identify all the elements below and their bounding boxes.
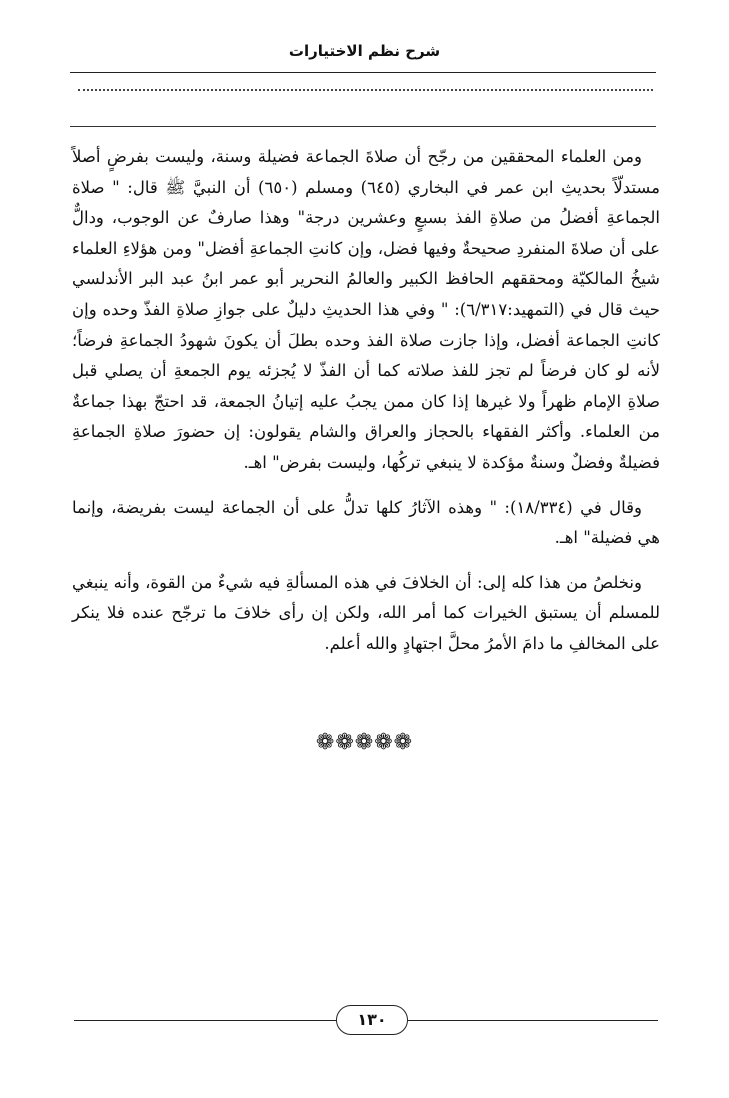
paragraph-3: ونخلصُ من هذا كله إلى: أن الخلافَ في هذه المسألةِ فيه شيءٌ من القوة، وأنه ينبغي للمسلم أن يستبق الخيرات كما أمر الله، ولكن إن رأى خلافَ ما ترجّح عنده فلا ينكر على المخالفِ ما دامَ الأمرُ محلَّ اجتهادٍ والله أعلم. bbox=[72, 572, 660, 653]
running-title: شرح نظم الاختيارات bbox=[288, 42, 441, 60]
dotted-separator bbox=[78, 89, 653, 91]
header-rule bbox=[70, 72, 656, 73]
paragraph-2: وقال في (١٨/٣٣٤): " وهذه الآثارُ كلها تدلُّ على أن الجماعة ليست بفريضة، وإنما هي فضيلة" اهـ. bbox=[72, 497, 660, 548]
body-text bbox=[72, 142, 660, 660]
section-end-ornament-icon: ❁❁❁❁❁ bbox=[315, 730, 414, 755]
header-rule-lower bbox=[70, 126, 656, 127]
footer-rule-right bbox=[408, 1020, 658, 1021]
paragraph-1: ومن العلماء المحققين من رجّح أن صلاةَ الجماعة فضيلة وسنة، وليست بفرضٍ أصلاً مستدلّاً بحديثِ ابن عمر في البخاري (٦٤٥) ومسلم (٦٥٠) أن النبيَّ ﷺ قال: " صلاة الجماعةِ أفضلُ من صلاةِ الفذ بسبعٍ وعشرين درجة" وهذا صارفٌ عن الوجوب، ودالٌّ على أن صلاةَ المنفردِ صحيحةٌ وفيها فضل، وإن كانتِ الجماعةِ أفضل" ومن هؤلاءِ العلماء شيخُ المالكيّة ومحققهم الحافظ الكبير والعالمُ النحرير أبو عمر ابنُ عبد البر الأندلسي حيث قال في (التمهيد:٦/٣١٧): " وفي هذا الحديثِ دليلٌ على جوازِ صلاةِ الفذّ وحده وإن كانتِ الجماعة أفضل، وإذا جازت صلاة الفذ وحده بطلَ أن يكونَ شهودُ الجماعةِ فرضاً؛ لأنه لو كان فرضاً لم تجز للفذ صلاته كما أن الفذّ لا يُجزئه يوم الجمعةِ أن يصلي قبل صلاةِ الإمام ظهراً ولا غيرها إذا كان ممن يجبُ عليه إتيانُ الجمعة، قد احتجّ بهذا جماعةٌ من العلماء. وأكثر الفقهاء بالحجاز والعراق والشام يقولون: إن حضورَ صلاةِ الجماعةِ فضيلةٌ وفضلٌ وسنةٌ مؤكدة لا ينبغي تركُها، وليست بفرض" اهـ. bbox=[72, 147, 660, 472]
footer-rule-left bbox=[74, 1020, 336, 1021]
page-number: ١٣٠ bbox=[336, 1005, 408, 1035]
